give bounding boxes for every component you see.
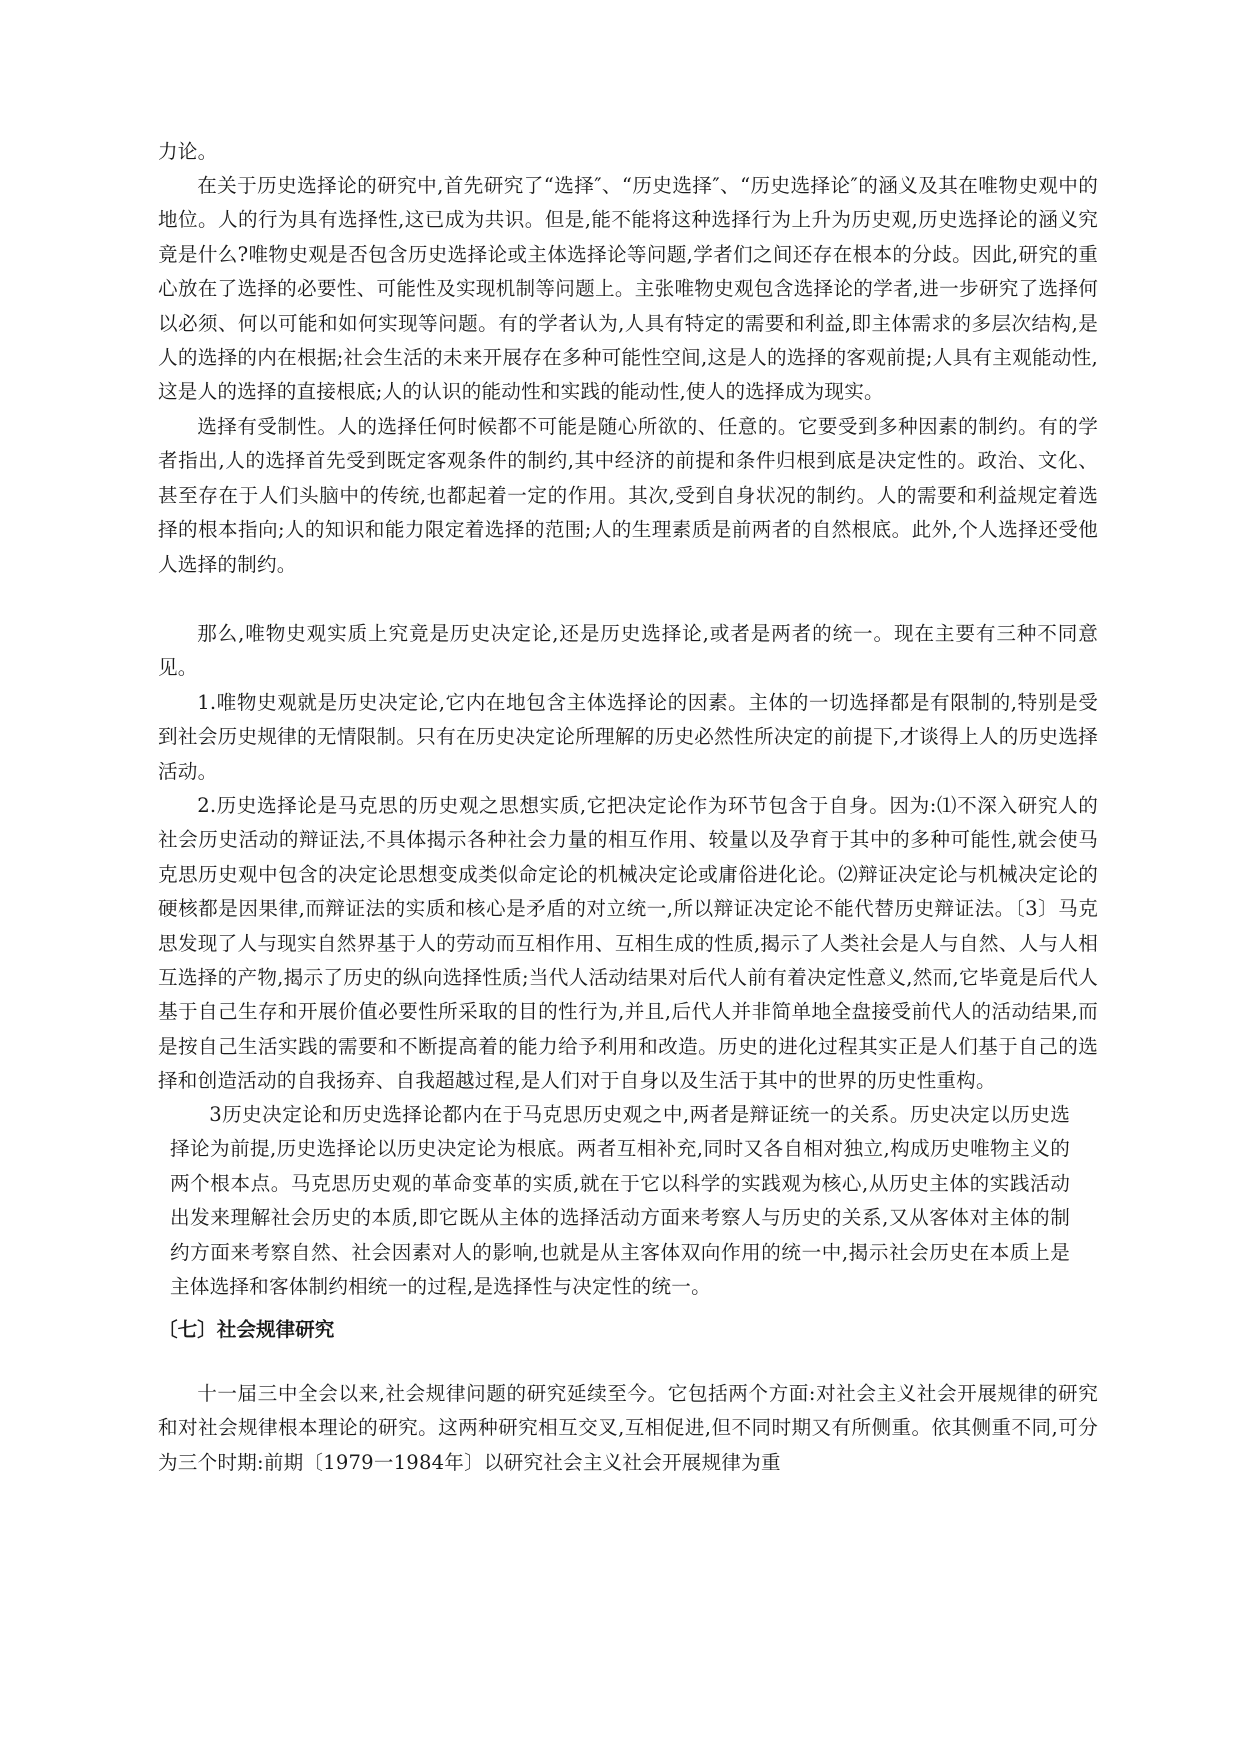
paragraph-three-views-intro: 那么,唯物史观实质上究竟是历史决定论,还是历史选择论,或者是两者的统一。现在主要有三种不同意见。 — [158, 622, 1098, 680]
paragraph-social-law-research: 十一届三中全会以来,社会规律问题的研究延续至今。它包括两个方面:对社会主义社会开展规律的研究和对社会规律根本理论的研究。这两种研究相互交叉,互相促进,但不同时期又有所侧重。依其侧重不同,可分为三个时期:前期〔1979一1984年〕以研究社会主义社会开展规律为重 — [158, 1382, 1098, 1474]
paragraph-view-1: 1.唯物史观就是历史决定论,它内在地包含主体选择论的因素。主体的一切选择都是有限制的,特别是受到社会历史规律的无情限制。只有在历史决定论所理解的历史必然性所决定的前提下,才谈得上人的历史选择活动。 — [158, 691, 1098, 783]
paragraph-history-choice-research: 在关于历史选择论的研究中,首先研究了“选择″、“历史选择″、“历史选择论″的涵义及其在唯物史观中的地位。人的行为具有选择性,这已成为共识。但是,能不能将这种选择行为上升为历史观,历史选择论的涵义究竟是什么?唯物史观是否包含历史选择论或主体选择论等问题,学者们之间还存在根本的分歧。因此,研究的重心放在了选择的必要性、可能性及实现机制等问题上。主张唯物史观包含选择论的学者,进一步研究了选择何以必须、何以可能和如何实现等问题。有的学者认为,人具有特定的需要和利益,即主体需求的多层次结构,是人的选择的内在根据;社会生活的未来开展存在多种可能性空间,这是人的选择的客观前提;人具有主观能动性,这是人的选择的直接根底;人的认识的能动性和实践的能动性,使人的选择成为现实。 — [158, 174, 1098, 404]
paragraph-view-2: 2.历史选择论是马克思的历史观之思想实质,它把决定论作为环节包含于自身。因为:⑴不深入研究人的社会历史活动的辩证法,不具体揭示各种社会力量的相互作用、较量以及孕育于其中的多种可能性,就会使马克思历史观中包含的决定论思想变成类似命定论的机械决定论或庸俗进化论。⑵辩证决定论与机械决定论的硬核都是因果律,而辩证法的实质和核心是矛盾的对立统一,所以辩证决定论不能代替历史辩证法。〔3〕马克思发现了人与现实自然界基于人的劳动而互相作用、互相生成的性质,揭示了人类社会是人与自然、人与人相互选择的产物,揭示了历史的纵向选择性质;当代人活动结果对后代人前有着决定性意义,然而,它毕竟是后代人基于自己生存和开展价值必要性所采取的目的性行为,并且,后代人并非简单地全盘接受前代人的活动结果,而是按自己生活实践的需要和不断提高着的能力给予利用和改造。历史的进化过程其实正是人们基于自己的选择和创造活动的自我扬弃、自我超越过程,是人们对于自身以及生活于其中的世界的历史性重构。 — [158, 794, 1098, 1093]
paragraph-choice-constraints: 选择有受制性。人的选择任何时候都不可能是随心所欲的、任意的。它要受到多种因素的制约。有的学者指出,人的选择首先受到既定客观条件的制约,其中经济的前提和条件归根到底是决定性的。政治、文化、甚至存在于人们头脑中的传统,也都起着一定的作用。其次,受到自身状况的制约。人的需要和利益规定着选择的根本指向;人的知识和能力限定着选择的范围;人的生理素质是前两者的自然根底。此外,个人选择还受他人选择的制约。 — [158, 415, 1098, 576]
paragraph-continuation: 力论。 — [158, 140, 218, 163]
paragraph-view-3: 3历史决定论和历史选择论都内在于马克思历史观之中,两者是辩证统一的关系。历史决定以历史选择论为前提,历史选择论以历史决定论为根底。两者互相补充,同时又各自相对独立,构成历史唯物主义的两个根本点。马克思历史观的革命变革的实质,就在于它以科学的实践观为核心,从历史主体的实践活动出发来理解社会历史的本质,即它既从主体的选择活动方面来考察人与历史的关系,又从客体对主体的制约方面来考察自然、社会因素对人的影响,也就是从主客体双向作用的统一中,揭示社会历史在本质上是主体选择和客体制约相统一的过程,是选择性与决定性的统一。 — [170, 1103, 1070, 1299]
section-heading: 〔七〕社会规律研究 — [158, 1318, 335, 1341]
